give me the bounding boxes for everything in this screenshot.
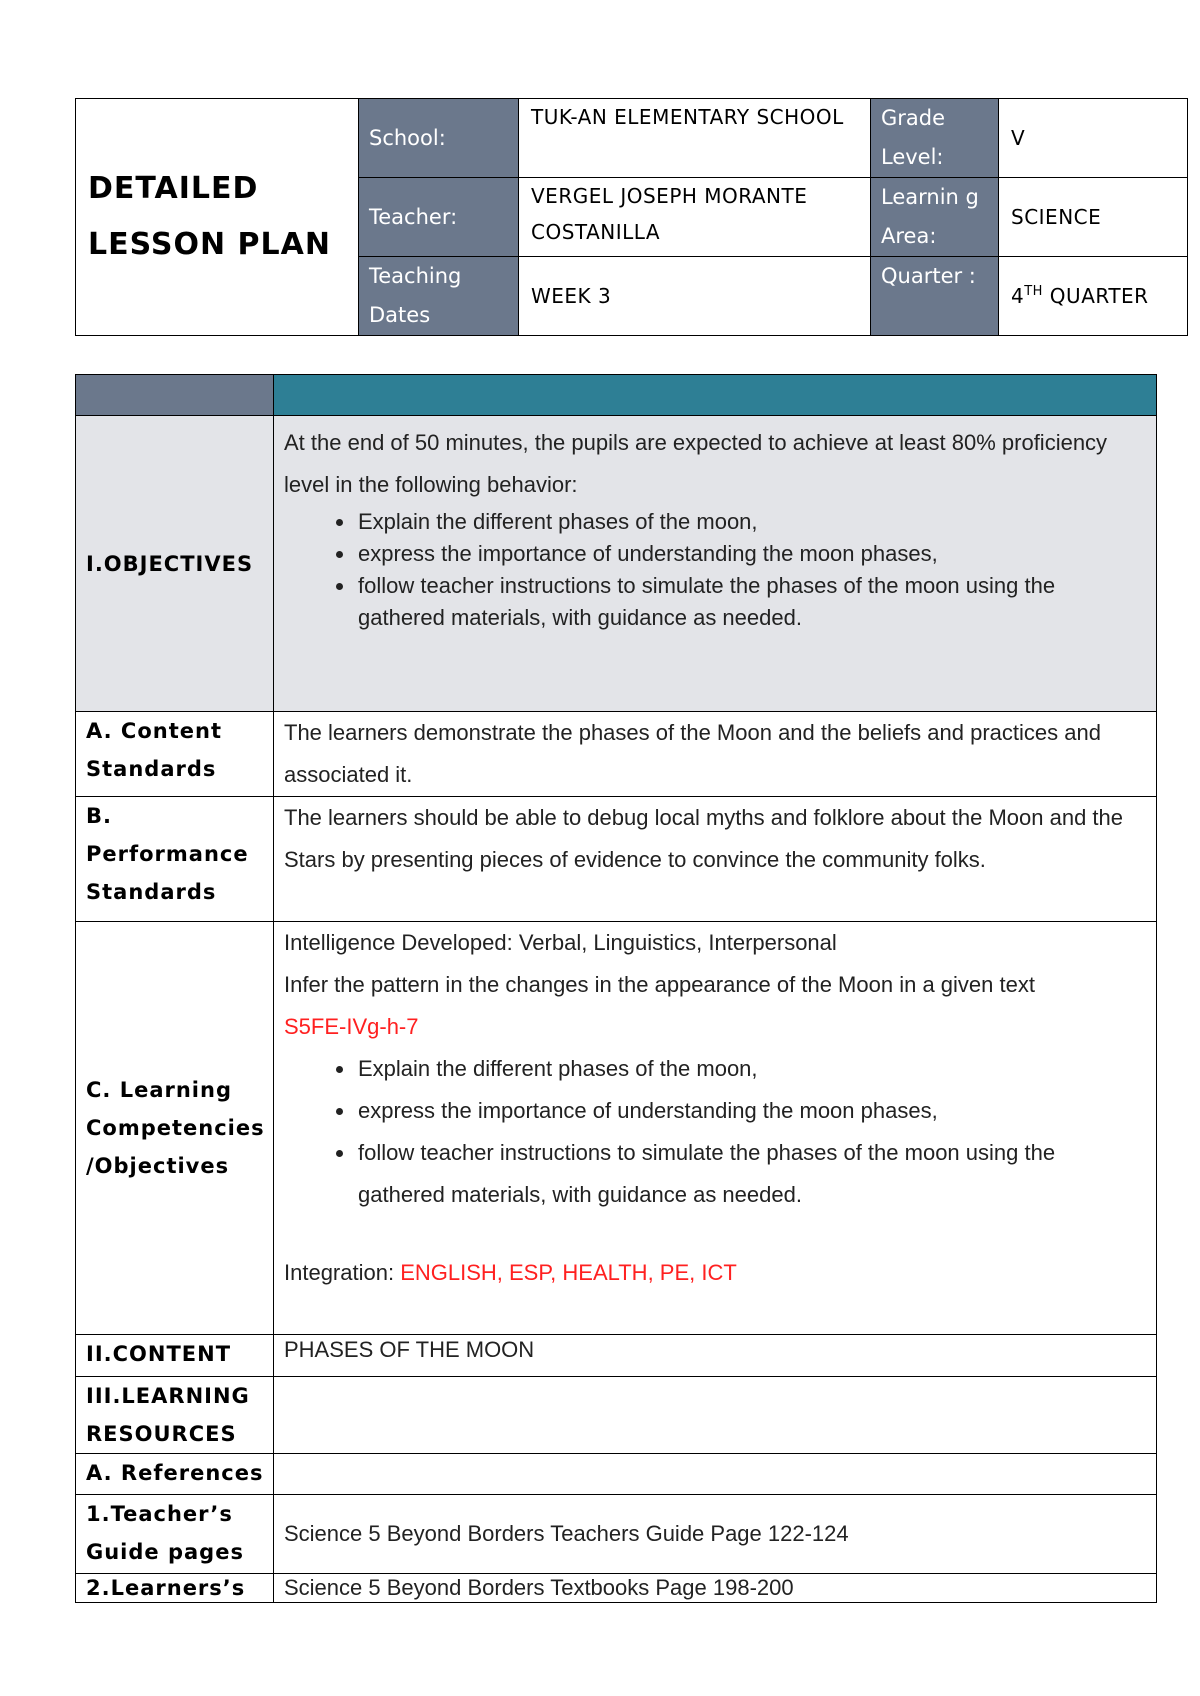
learning-resources-value	[274, 1377, 1157, 1454]
quarter-number: 4	[1011, 284, 1025, 308]
grade-label: Grade Level:	[871, 99, 999, 178]
learners-row	[76, 1574, 1157, 1603]
integration-value: ENGLISH, ESP, HEALTH, PE, ICT	[400, 1260, 737, 1285]
quarter-value	[999, 257, 1188, 336]
objectives-content	[274, 416, 1157, 712]
content-standards-text: The learners demonstrate the phases of the Moon and the beliefs and practices and associated it.	[274, 712, 1157, 797]
content-row	[76, 1335, 1157, 1377]
learning-area-label: Learnin g Area:	[871, 178, 999, 257]
quarter-ordinal: TH	[1024, 284, 1043, 299]
header-cell-right	[274, 375, 1157, 416]
list-item: • express the importance of understanding the moon phases,	[356, 538, 1144, 570]
table-header-row	[76, 375, 1157, 416]
quarter-label: Quarter :	[871, 257, 999, 336]
objectives-list	[284, 506, 1144, 634]
teacher-label: Teacher:	[359, 178, 519, 257]
lesson-plan-table	[75, 374, 1157, 1603]
teaching-dates-label: Teaching Dates	[359, 257, 519, 336]
teachers-guide-row	[76, 1495, 1157, 1574]
learning-competencies-content	[274, 922, 1157, 1335]
teacher-value: VERGEL JOSEPH MORANTE COSTANILLA	[519, 178, 871, 257]
intelligence-developed: Intelligence Developed: Verbal, Linguistics, Interpersonal	[284, 930, 837, 955]
references-row	[76, 1454, 1157, 1495]
references-value	[274, 1454, 1157, 1495]
school-label: School:	[359, 99, 519, 178]
title-line-2: LESSON PLAN	[88, 227, 331, 262]
teaching-dates-value: WEEK 3	[519, 257, 871, 336]
document-title	[76, 99, 359, 336]
content-text: PHASES OF THE MOON	[274, 1335, 1157, 1377]
header-cell-left	[76, 375, 274, 416]
school-value: TUK-AN ELEMENTARY SCHOOL	[519, 99, 871, 178]
learning-resources-label: III.LEARNING RESOURCES	[76, 1377, 274, 1454]
performance-label-line-1: B.	[86, 804, 112, 828]
learning-resources-row	[76, 1377, 1157, 1454]
teachers-guide-label: 1.Teacher’s Guide pages	[76, 1495, 274, 1574]
competencies-list	[284, 1048, 1144, 1216]
title-line-1: DETAILED	[88, 171, 259, 206]
performance-standards-text: The learners should be able to debug local myths and folklore about the Moon and the Stars by presenting pieces of evidence to convince the community folks.	[274, 797, 1157, 922]
list-item: • Explain the different phases of the moon,	[356, 1048, 1144, 1090]
list-item: • follow teacher instructions to simulate the phases of the moon using the gathered materials, with guidance as needed.	[356, 570, 1144, 634]
infer-statement: Infer the pattern in the changes in the appearance of the Moon in a given text	[284, 972, 1035, 997]
competency-code: S5FE-IVg-h-7	[284, 1014, 419, 1039]
content-standards-label: A. Content Standards	[76, 712, 274, 797]
learning-competencies-row	[76, 922, 1157, 1335]
quarter-suffix: QUARTER	[1042, 284, 1149, 308]
objectives-label: I.OBJECTIVES	[76, 416, 274, 712]
header-table	[75, 98, 1188, 336]
integration-label: Integration:	[284, 1260, 401, 1285]
objectives-row	[76, 416, 1157, 712]
content-standards-row	[76, 712, 1157, 797]
list-item: • Explain the different phases of the moon,	[356, 506, 1144, 538]
learning-area-value: SCIENCE	[999, 178, 1188, 257]
objectives-intro: At the end of 50 minutes, the pupils are expected to achieve at least 80% proficiency level in the following behavior:	[284, 430, 1108, 497]
performance-label-line-2: Performance Standards	[86, 842, 249, 904]
list-item: • follow teacher instructions to simulate the phases of the moon using the gathered materials, with guidance as needed.	[356, 1132, 1144, 1216]
integration	[284, 1252, 1144, 1294]
learners-text: Science 5 Beyond Borders Textbooks Page 198-200	[274, 1574, 1157, 1603]
references-label: A. References	[76, 1454, 274, 1495]
content-label: II.CONTENT	[76, 1335, 274, 1377]
list-item: • express the importance of understanding the moon phases,	[356, 1090, 1144, 1132]
teachers-guide-text: Science 5 Beyond Borders Teachers Guide Page 122-124	[274, 1495, 1157, 1574]
performance-standards-row	[76, 797, 1157, 922]
grade-value: V	[999, 99, 1188, 178]
learning-competencies-label: C. Learning Competencies /Objectives	[76, 922, 274, 1335]
learners-label: 2.Learners’s	[76, 1574, 274, 1603]
performance-standards-label	[76, 797, 274, 922]
